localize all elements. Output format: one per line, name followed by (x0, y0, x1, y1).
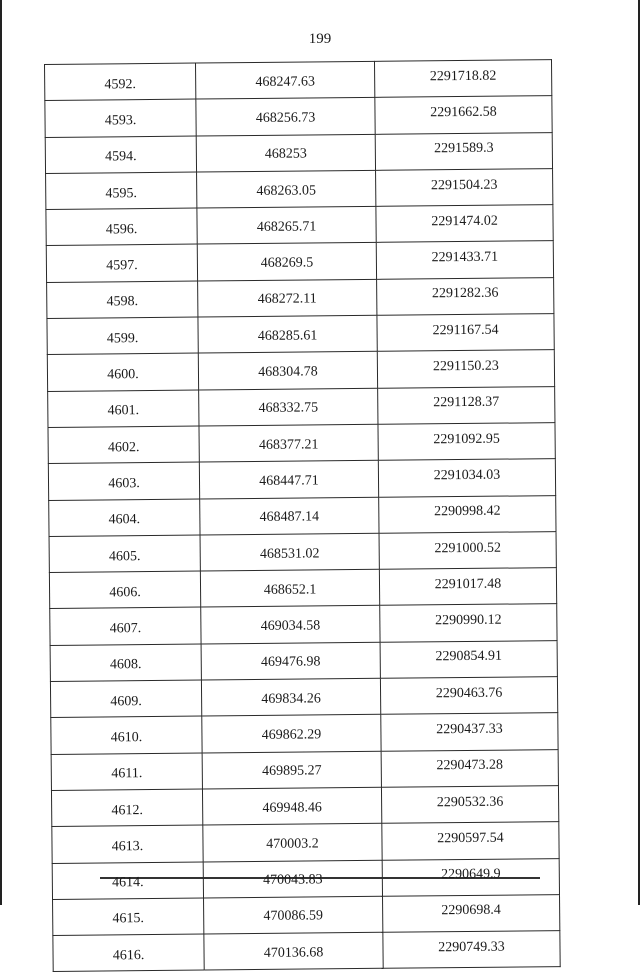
y-coordinate-cell: 2291092.95 (378, 423, 555, 461)
point-number-cell: 4616. (53, 934, 204, 972)
table-row (53, 931, 560, 972)
y-coordinate-cell: 2290854.91 (380, 640, 557, 678)
point-number-cell: 4592. (45, 63, 196, 101)
point-number-cell: 4598. (47, 281, 198, 319)
x-coordinate-cell: 469034.58 (201, 606, 380, 644)
y-coordinate-cell: 2290749.33 (383, 931, 560, 969)
y-coordinate-cell: 2291017.48 (379, 568, 556, 606)
x-coordinate-cell: 468447.71 (199, 461, 378, 499)
table-row (50, 640, 557, 681)
point-number-cell: 4613. (52, 825, 203, 863)
x-coordinate-cell: 470003.2 (203, 824, 382, 862)
table-row (50, 604, 557, 645)
table-row (47, 350, 554, 391)
y-coordinate-cell: 2291433.71 (376, 241, 553, 279)
x-coordinate-cell: 468304.78 (198, 352, 377, 390)
x-coordinate-cell: 468487.14 (200, 497, 379, 535)
x-coordinate-cell: 468263.05 (197, 170, 376, 208)
x-coordinate-cell: 469834.26 (201, 678, 380, 716)
x-coordinate-cell: 468652.1 (200, 569, 379, 607)
point-number-cell: 4614. (52, 862, 203, 900)
point-number-cell: 4597. (46, 245, 197, 283)
point-number-cell: 4608. (50, 644, 201, 682)
point-number-cell: 4600. (47, 353, 198, 391)
table-row (51, 749, 558, 790)
x-coordinate-cell: 468285.61 (198, 315, 377, 353)
point-number-cell: 4593. (45, 99, 196, 137)
y-coordinate-cell: 2290473.28 (381, 749, 558, 787)
point-number-cell: 4611. (51, 753, 202, 791)
point-number-cell: 4594. (45, 136, 196, 174)
table-row (51, 713, 558, 754)
table-row (46, 169, 553, 210)
coordinates-table-container (44, 59, 561, 972)
y-coordinate-cell: 2291662.58 (375, 96, 552, 134)
table-row (45, 60, 552, 101)
y-coordinate-cell: 2291000.52 (379, 531, 556, 569)
table-row (51, 786, 558, 827)
y-coordinate-cell: 2291718.82 (374, 60, 551, 98)
y-coordinate-cell: 2290998.42 (379, 495, 556, 533)
point-number-cell: 4607. (50, 607, 201, 645)
x-coordinate-cell: 470043.83 (203, 860, 382, 898)
point-number-cell: 4615. (53, 898, 204, 936)
x-coordinate-cell: 469862.29 (202, 715, 381, 753)
point-number-cell: 4605. (49, 535, 200, 573)
x-coordinate-cell: 468272.11 (198, 279, 377, 317)
table-row (45, 96, 552, 137)
table-row (48, 459, 555, 500)
y-coordinate-cell: 2290698.4 (383, 894, 560, 932)
table-row (50, 677, 557, 718)
x-coordinate-cell: 468269.5 (197, 243, 376, 281)
table-row (47, 314, 554, 355)
x-coordinate-cell: 468256.73 (196, 98, 375, 136)
y-coordinate-cell: 2291128.37 (378, 386, 555, 424)
y-coordinate-cell: 2290649.9 (382, 858, 559, 896)
x-coordinate-cell: 468531.02 (200, 533, 379, 571)
x-coordinate-cell: 469948.46 (202, 787, 381, 825)
x-coordinate-cell: 469895.27 (202, 751, 381, 789)
point-number-cell: 4599. (47, 317, 198, 355)
y-coordinate-cell: 2290437.33 (381, 713, 558, 751)
point-number-cell: 4609. (50, 680, 201, 718)
y-coordinate-cell: 2291167.54 (377, 314, 554, 352)
point-number-cell: 4596. (46, 208, 197, 246)
y-coordinate-cell: 2291474.02 (376, 205, 553, 243)
table-row (49, 495, 556, 536)
x-coordinate-cell: 469476.98 (201, 642, 380, 680)
table-row (45, 132, 552, 173)
table-row (46, 205, 553, 246)
point-number-cell: 4595. (46, 172, 197, 210)
coordinates-table (44, 59, 561, 972)
table-row (48, 423, 555, 464)
y-coordinate-cell: 2291589.3 (375, 132, 552, 170)
x-coordinate-cell: 470136.68 (204, 932, 383, 970)
x-coordinate-cell: 468247.63 (195, 61, 374, 99)
scan-edge-left (0, 0, 2, 905)
table-row (49, 531, 556, 572)
page-number: 199 (308, 31, 332, 47)
point-number-cell: 4603. (48, 462, 199, 500)
x-coordinate-cell: 470086.59 (204, 896, 383, 934)
table-row (48, 386, 555, 427)
x-coordinate-cell: 468265.71 (197, 207, 376, 245)
y-coordinate-cell: 2291282.36 (377, 277, 554, 315)
point-number-cell: 4601. (48, 390, 199, 428)
y-coordinate-cell: 2290463.76 (380, 677, 557, 715)
y-coordinate-cell: 2291034.03 (378, 459, 555, 497)
point-number-cell: 4602. (48, 426, 199, 464)
table-row (46, 241, 553, 282)
point-number-cell: 4604. (49, 499, 200, 537)
table-row (53, 894, 560, 935)
x-coordinate-cell: 468332.75 (199, 388, 378, 426)
table-row (52, 858, 559, 899)
point-number-cell: 4606. (49, 571, 200, 609)
table-row (49, 568, 556, 609)
x-coordinate-cell: 468253 (196, 134, 375, 172)
point-number-cell: 4612. (51, 789, 202, 827)
y-coordinate-cell: 2290532.36 (381, 786, 558, 824)
y-coordinate-cell: 2291150.23 (377, 350, 554, 388)
coordinates-table-body (45, 60, 561, 972)
point-number-cell: 4610. (51, 716, 202, 754)
x-coordinate-cell: 468377.21 (199, 424, 378, 462)
y-coordinate-cell: 2290990.12 (380, 604, 557, 642)
table-row (47, 277, 554, 318)
table-row (52, 822, 559, 863)
y-coordinate-cell: 2291504.23 (376, 169, 553, 207)
y-coordinate-cell: 2290597.54 (382, 822, 559, 860)
